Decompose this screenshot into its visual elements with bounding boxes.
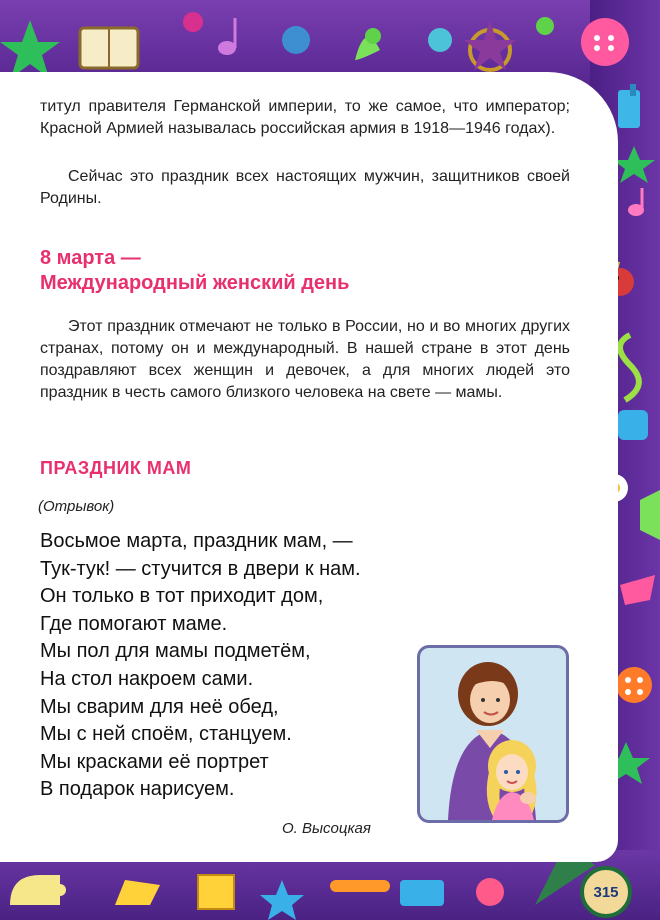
section-heading [40,246,560,296]
section-heading-line1: 8 марта — [40,247,141,269]
poem-excerpt-label: (Отрывок) [38,498,115,515]
poem-line: Мы красками её портрет [40,750,269,773]
poem-line: Мы пол для мамы подметём, [40,640,311,663]
poem-author: О. Высоцкая [282,820,371,837]
section-heading-line2: Международный женский день [40,272,350,294]
poem-line: Он только в тот приходит дом, [40,585,324,608]
intro-paragraph-continued: титул правителя Германской империи, то же самое, что император; Красной Армией называлась российская армия в 1918—1946 годах). [40,98,570,137]
poem-line: Тук-тук! — стучится в двери к нам. [40,557,361,580]
poem-lines [40,528,420,804]
poem-line: Мы с ней споём, станцуем. [40,723,292,746]
page-number-badge [580,866,632,918]
poem-line: Восьмое марта, праздник мам, — [40,530,353,552]
intro-paragraph: Сейчас это праздник всех настоящих мужчин, защитников своей Родины. [40,168,570,207]
poem-title: ПРАЗДНИК МАМ [40,458,192,478]
mother-daughter-illustration [417,645,569,823]
mother-daughter-drawing [420,648,566,820]
poem-line: Мы сварим для неё обед, [40,695,279,718]
section-paragraph: Этот праздник отмечают не только в России, но и во многих других странах, потому он и международный. В нашей стране в этот день поздравляют всех женщин и девочек, а для многих людей это праздник в честь самого близкого человека на свете — мамы. [40,318,570,401]
poem-line: В подарок нарисуем. [40,778,235,801]
poem-line: Где помогают маме. [40,612,228,635]
poem-line: На стол накроем сами. [40,667,254,690]
page-number: 315 [593,883,619,901]
